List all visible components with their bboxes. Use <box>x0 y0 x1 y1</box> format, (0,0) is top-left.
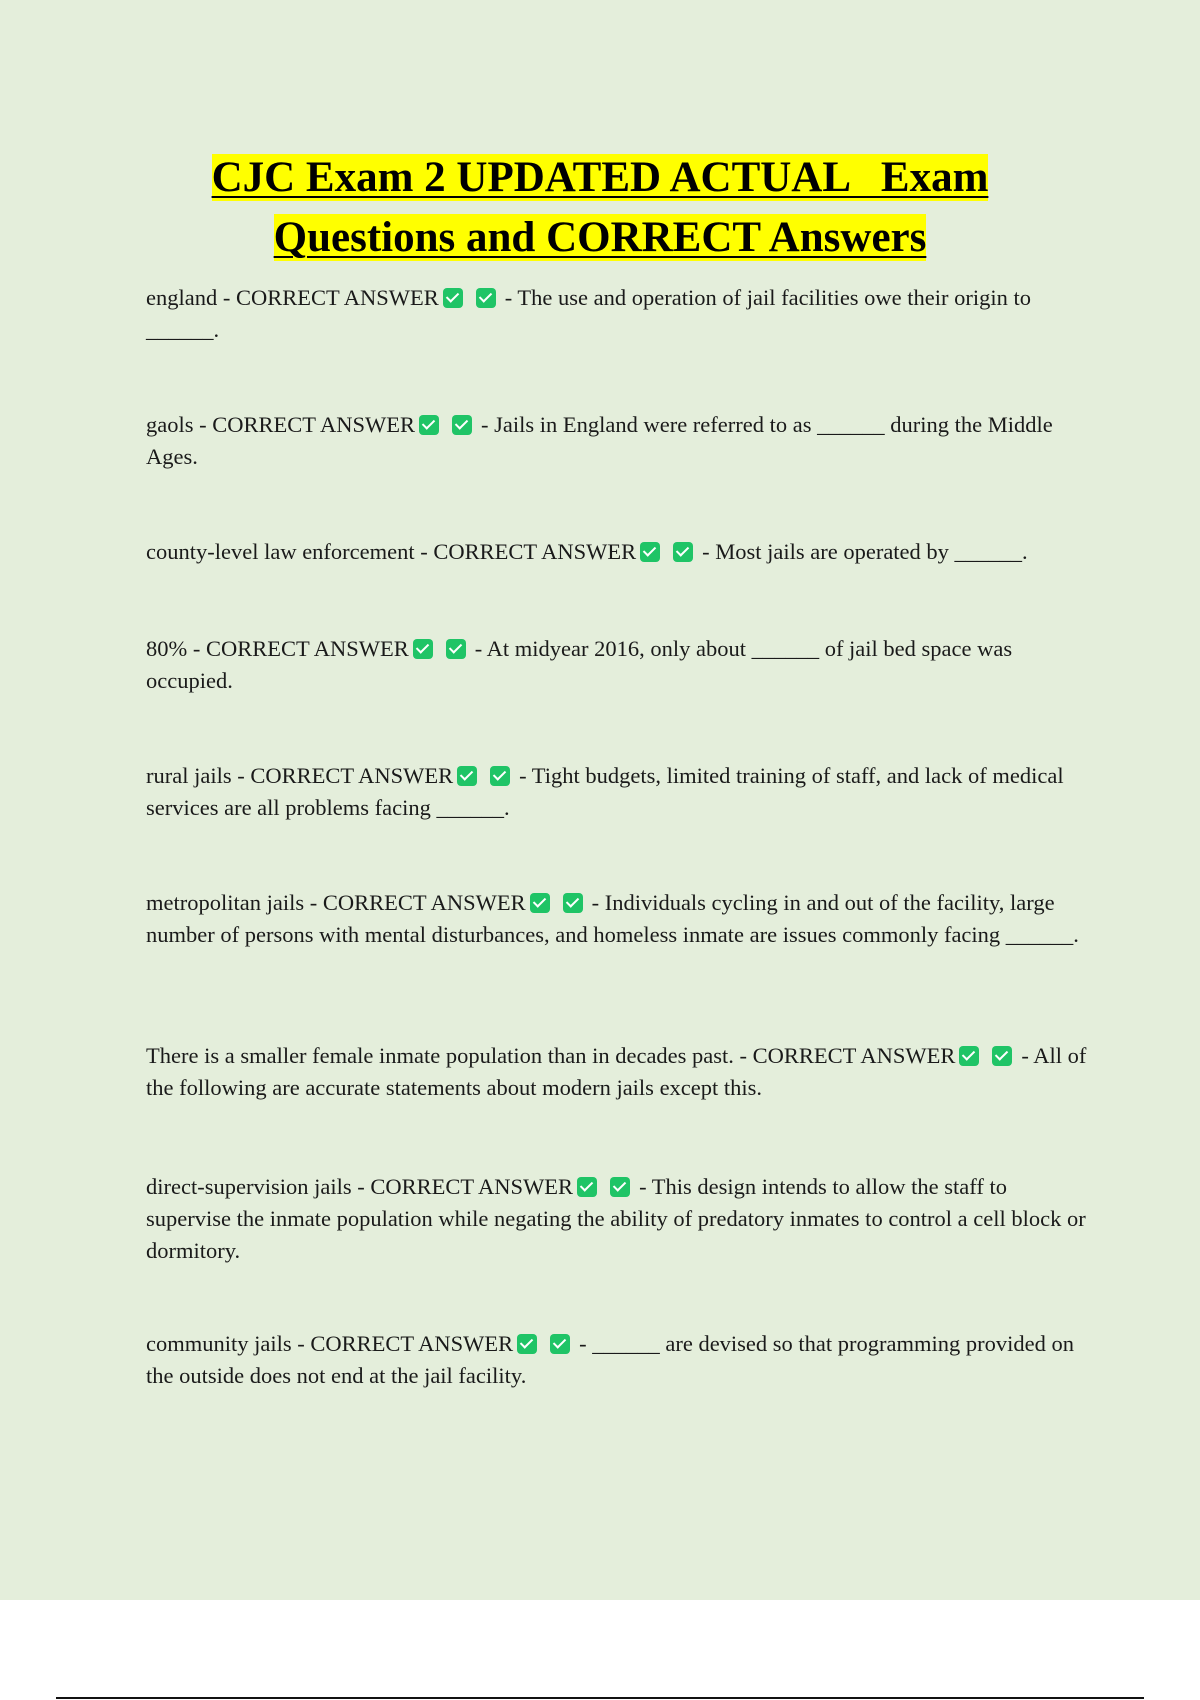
check-icon <box>446 639 466 659</box>
check-icon <box>517 1334 537 1354</box>
qa-item <box>146 633 1091 697</box>
question-text: - Most jails are operated by ______. <box>702 539 1028 564</box>
answer-label: direct-supervision jails - CORRECT ANSWER <box>146 1174 574 1199</box>
title-line-2: Questions and CORRECT Answers <box>273 214 927 261</box>
qa-item <box>146 282 1091 346</box>
qa-item <box>146 1171 1091 1267</box>
answer-label: 80% - CORRECT ANSWER <box>146 636 409 661</box>
check-icon <box>490 766 510 786</box>
check-icon <box>610 1177 630 1197</box>
qa-item <box>146 887 1091 951</box>
check-icon <box>413 639 433 659</box>
check-icon <box>640 542 660 562</box>
answer-label: metropolitan jails - CORRECT ANSWER <box>146 890 526 915</box>
question-text: - Individuals cycling in and out of the facility, large number of persons with mental disturbances, and homeless inmate are issues commonly facing ______. <box>146 890 1079 947</box>
answer-label: gaols - CORRECT ANSWER <box>146 412 415 437</box>
question-text: - At midyear 2016, only about ______ of jail bed space was occupied. <box>146 636 1013 693</box>
qa-item <box>146 760 1091 824</box>
check-icon <box>673 542 693 562</box>
check-icon <box>530 893 550 913</box>
qa-item <box>146 536 1091 568</box>
check-icon <box>476 288 496 308</box>
check-icon <box>457 766 477 786</box>
answer-label: england - CORRECT ANSWER <box>146 285 439 310</box>
answer-label: community jails - CORRECT ANSWER <box>146 1331 514 1356</box>
check-icon <box>419 415 439 435</box>
answer-label: county-level law enforcement - CORRECT ANSWER <box>146 539 637 564</box>
check-icon <box>959 1046 979 1066</box>
page-divider <box>56 1697 1144 1699</box>
title-line-1: CJC Exam 2 UPDATED ACTUAL Exam <box>211 154 989 201</box>
check-icon <box>550 1334 570 1354</box>
question-text: - Tight budgets, limited training of staff, and lack of medical services are all problems facing ______. <box>146 763 1064 820</box>
question-text: - Jails in England were referred to as ______ during the Middle Ages. <box>146 412 1053 469</box>
answer-label: rural jails - CORRECT ANSWER <box>146 763 454 788</box>
check-icon <box>443 288 463 308</box>
question-text: - The use and operation of jail facilities owe their origin to ______. <box>146 285 1032 342</box>
question-text: - ______ are devised so that programming provided on the outside does not end at the jail facility. <box>146 1331 1074 1388</box>
answer-label: There is a smaller female inmate population than in decades past. - CORRECT ANSWER <box>146 1043 956 1068</box>
qa-item <box>146 1040 1091 1104</box>
document-title <box>0 148 1200 268</box>
question-text: - All of the following are accurate statements about modern jails except this. <box>146 1043 1087 1100</box>
check-icon <box>577 1177 597 1197</box>
check-icon <box>563 893 583 913</box>
check-icon <box>992 1046 1012 1066</box>
question-text: - This design intends to allow the staff to supervise the inmate population while negating the ability of predatory inmates to control a cell block or dormitory. <box>146 1174 1086 1263</box>
check-icon <box>452 415 472 435</box>
qa-item <box>146 409 1091 473</box>
qa-item <box>146 1328 1091 1392</box>
